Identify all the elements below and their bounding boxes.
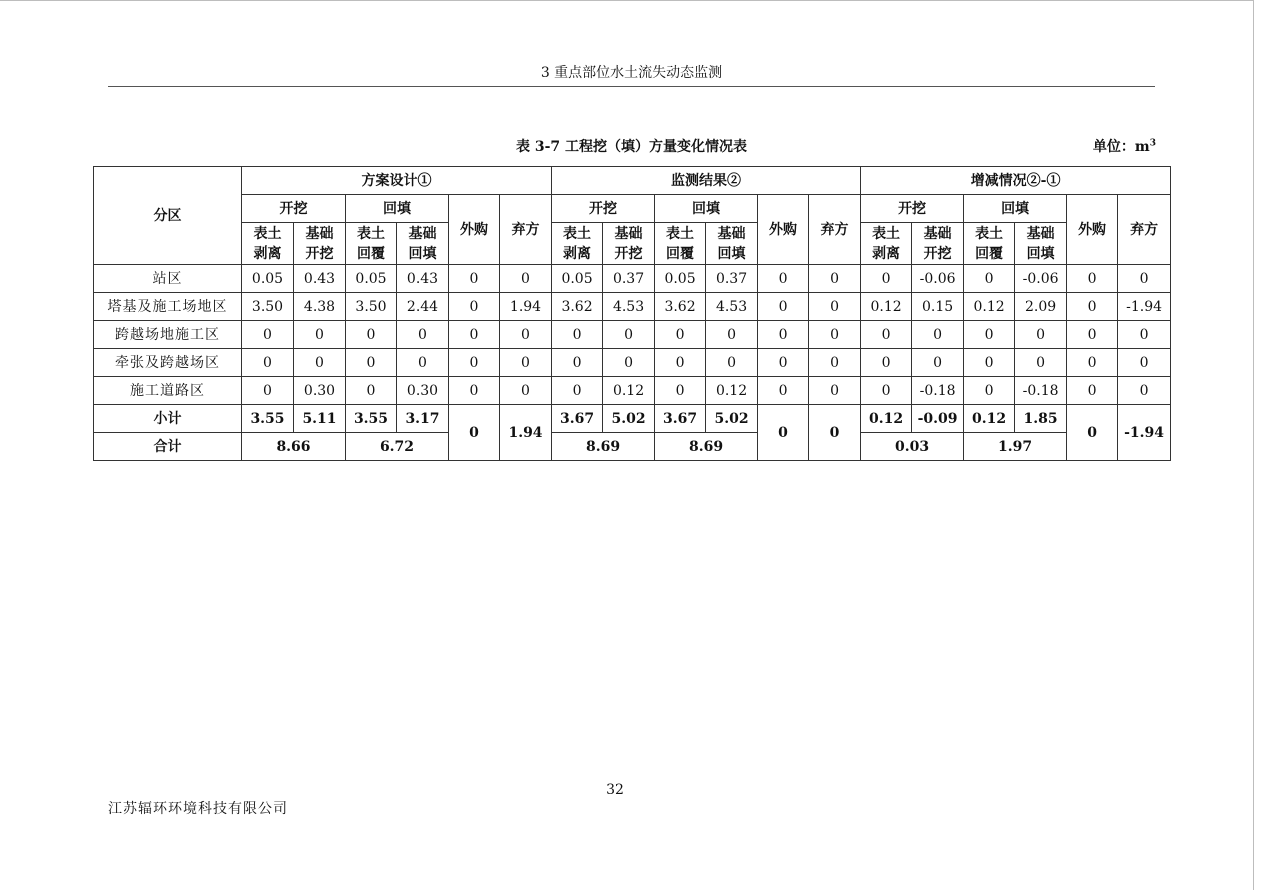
table-cell: 0 [449,265,500,293]
subtotal-cell: 5.11 [294,405,346,433]
table-cell: 0 [1067,265,1118,293]
table-cell: 0 [758,265,809,293]
table-cell: 0.15 [912,293,964,321]
subheader-disposal: 弃方 [500,195,552,265]
table-cell: 0 [1067,349,1118,377]
subheader-disposal: 弃方 [1118,195,1171,265]
table-cell: 0 [861,265,912,293]
leaf-header-foundation-backfill [1015,223,1067,265]
header-row-1 [94,167,1171,195]
region-header: 分区 [94,167,242,265]
leaf-header-line: 回填 [1026,245,1055,262]
company-name: 江苏辐环环境科技有限公司 [108,801,288,817]
table-cell: 4.38 [294,293,346,321]
subtotal-cell: 5.02 [603,405,655,433]
leaf-header-line: 表土 [253,225,282,242]
table-cell: 0 [809,321,861,349]
table-cell: 0 [346,321,397,349]
table-cell: 0.05 [552,265,603,293]
table-cell: 0 [809,377,861,405]
page-header: 3 重点部位水土流失动态监测 [108,62,1155,87]
table-cell: 0 [809,265,861,293]
row-region: 跨越场地施工区 [94,321,242,349]
table-cell: 2.44 [397,293,449,321]
table-row [94,349,1171,377]
table-cell: 0.30 [397,377,449,405]
leaf-header-line: 回填 [717,245,746,262]
unit-superscript: 3 [1149,138,1156,149]
table-cell: -0.18 [912,377,964,405]
table-cell: -0.06 [912,265,964,293]
table-cell: 0 [758,321,809,349]
table-cell: 0 [500,349,552,377]
table-cell: 0 [655,349,706,377]
subtotal-cell: 0 [758,405,809,461]
table-cell: 0 [861,349,912,377]
row-region: 站区 [94,265,242,293]
table-cell: 0 [861,377,912,405]
table-cell: 0 [758,349,809,377]
subtotal-cell: 3.67 [655,405,706,433]
table-cell: 0 [552,349,603,377]
subtotal-cell: 1.85 [1015,405,1067,433]
subtotal-cell: 0.12 [964,405,1015,433]
table-cell: 0 [500,265,552,293]
leaf-header-line: 表土 [975,225,1004,242]
table-cell: 0.12 [861,293,912,321]
total-cell: 6.72 [346,433,449,461]
table-cell: 0 [758,293,809,321]
table-cell: 0 [1118,377,1171,405]
leaf-header-line: 剥离 [253,245,282,262]
table-cell: 0 [1118,321,1171,349]
subtotal-cell: 0 [809,405,861,461]
subtotal-row [94,405,1171,433]
table-cell: 0.05 [655,265,706,293]
table-cell: 0 [1118,349,1171,377]
table-cell: 0 [758,377,809,405]
subtotal-cell: -1.94 [1118,405,1171,461]
leaf-header-line: 剥离 [563,245,592,262]
table-cell: 0 [242,349,294,377]
table-cell: 0 [912,321,964,349]
total-cell: 1.97 [964,433,1067,461]
table-cell: 0 [706,349,758,377]
subtotal-cell: 3.17 [397,405,449,433]
table-cell: 0 [655,321,706,349]
leaf-header-topsoil-strip [861,223,912,265]
subheader-disposal: 弃方 [809,195,861,265]
table-cell: 0 [500,321,552,349]
total-label: 合计 [94,433,242,461]
leaf-header-line: 回覆 [357,245,385,262]
leaf-header-line: 表土 [666,225,695,242]
table-cell: 0 [912,349,964,377]
leaf-header-line: 开挖 [305,245,334,262]
table-cell: 0.05 [242,265,294,293]
row-region: 塔基及施工场地区 [94,293,242,321]
leaf-header-topsoil-strip [552,223,603,265]
table-cell: -1.94 [1118,293,1171,321]
table-row [94,293,1171,321]
subheader-backfill: 回填 [964,195,1067,223]
leaf-header-line: 回覆 [666,245,695,262]
table-row [94,265,1171,293]
leaf-header-line: 基础 [923,225,952,242]
subtotal-cell: 5.02 [706,405,758,433]
table-row [94,377,1171,405]
table-cell: 2.09 [1015,293,1067,321]
table-cell: 0 [552,377,603,405]
leaf-header-foundation-backfill [706,223,758,265]
table-cell: -0.18 [1015,377,1067,405]
subheader-excavation: 开挖 [552,195,655,223]
leaf-header-line: 回填 [408,245,437,262]
table-row [94,321,1171,349]
table-cell: 0 [449,293,500,321]
subheader-backfill: 回填 [346,195,449,223]
table-cell: 0 [861,321,912,349]
subtotal-cell: 0.12 [861,405,912,433]
unit-label: 单位：m [1092,139,1150,155]
leaf-header-line: 剥离 [872,245,901,262]
table-cell: 4.53 [706,293,758,321]
table-cell: 4.53 [603,293,655,321]
group-header-design: 方案设计① [242,167,552,195]
leaf-header-foundation-excavation [912,223,964,265]
table-cell: 0 [242,377,294,405]
table-cell: 0 [706,321,758,349]
subtotal-cell: -0.09 [912,405,964,433]
earthwork-table [93,166,1171,461]
subheader-excavation: 开挖 [242,195,346,223]
leaf-header-foundation-excavation [603,223,655,265]
total-cell: 8.66 [242,433,346,461]
row-region: 牵张及跨越场区 [94,349,242,377]
table-cell: 0 [1118,265,1171,293]
table-cell: 0 [964,349,1015,377]
table-cell: 0 [449,321,500,349]
table-cell: 0 [1067,293,1118,321]
subtotal-label: 小计 [94,405,242,433]
leaf-header-line: 回覆 [975,245,1004,262]
table-cell: 0 [346,349,397,377]
table-cell: 0.05 [346,265,397,293]
leaf-header-topsoil-cover [964,223,1015,265]
table-unit [1093,136,1156,156]
table-cell: 0.12 [706,377,758,405]
table-cell: 0 [449,377,500,405]
table-cell: 0.43 [397,265,449,293]
page-number: 32 [606,782,624,798]
table-cell: 0 [1015,321,1067,349]
table-cell: -0.06 [1015,265,1067,293]
leaf-header-line: 基础 [614,225,643,242]
total-cell: 8.69 [552,433,655,461]
subtotal-cell: 0 [449,405,500,461]
leaf-header-topsoil-cover [346,223,397,265]
subtotal-cell: 3.55 [242,405,294,433]
table-cell: 0 [964,377,1015,405]
leaf-header-line: 基础 [717,225,746,242]
table-cell: 0.43 [294,265,346,293]
table-cell: 0 [242,321,294,349]
table-cell: 0.12 [964,293,1015,321]
subtotal-cell: 3.55 [346,405,397,433]
subtotal-cell: 1.94 [500,405,552,461]
table-cell: 0 [449,349,500,377]
table-cell: 0 [1015,349,1067,377]
subtotal-cell: 0 [1067,405,1118,461]
subheader-purchase: 外购 [449,195,500,265]
table-cell: 0.30 [294,377,346,405]
table-cell: 3.62 [552,293,603,321]
leaf-header-line: 基础 [408,225,437,242]
group-header-change: 增减情况②-① [861,167,1171,195]
table-cell: 3.50 [242,293,294,321]
table-cell: 0 [603,349,655,377]
table-cell: 0 [294,349,346,377]
table-cell: 0 [1067,377,1118,405]
leaf-header-foundation-excavation [294,223,346,265]
table-cell: 0 [603,321,655,349]
table-cell: 0 [294,321,346,349]
leaf-header-line: 开挖 [923,245,952,262]
table-cell: 0 [397,321,449,349]
leaf-header-foundation-backfill [397,223,449,265]
leaf-header-line: 表土 [872,225,901,242]
table-cell: 3.50 [346,293,397,321]
table-cell: 0.37 [603,265,655,293]
table-cell: 0 [809,293,861,321]
group-header-monitor: 监测结果② [552,167,861,195]
subheader-purchase: 外购 [758,195,809,265]
table-cell: 0 [1067,321,1118,349]
table-cell: 0 [964,265,1015,293]
table-cell: 0 [809,349,861,377]
leaf-header-line: 基础 [305,225,334,242]
header-row-2 [94,195,1171,223]
table-cell: 0 [964,321,1015,349]
table-cell: 0 [500,377,552,405]
total-cell: 0.03 [861,433,964,461]
table-cell: 0 [552,321,603,349]
table-title: 表 3-7 工程挖（填）方量变化情况表 [515,139,748,155]
leaf-header-topsoil-cover [655,223,706,265]
table-cell: 0 [397,349,449,377]
subheader-purchase: 外购 [1067,195,1118,265]
leaf-header-line: 表土 [563,225,592,242]
table-cell: 3.62 [655,293,706,321]
table-cell: 0.12 [603,377,655,405]
total-row [94,433,1171,461]
header-row-3 [94,223,1171,265]
table-cell: 1.94 [500,293,552,321]
row-region: 施工道路区 [94,377,242,405]
leaf-header-line: 表土 [357,225,385,242]
leaf-header-topsoil-strip [242,223,294,265]
total-cell: 8.69 [655,433,758,461]
leaf-header-line: 基础 [1026,225,1055,242]
leaf-header-line: 开挖 [614,245,643,262]
subtotal-cell: 3.67 [552,405,603,433]
subheader-backfill: 回填 [655,195,758,223]
table-cell: 0 [346,377,397,405]
subheader-excavation: 开挖 [861,195,964,223]
table-cell: 0.37 [706,265,758,293]
table-cell: 0 [655,377,706,405]
